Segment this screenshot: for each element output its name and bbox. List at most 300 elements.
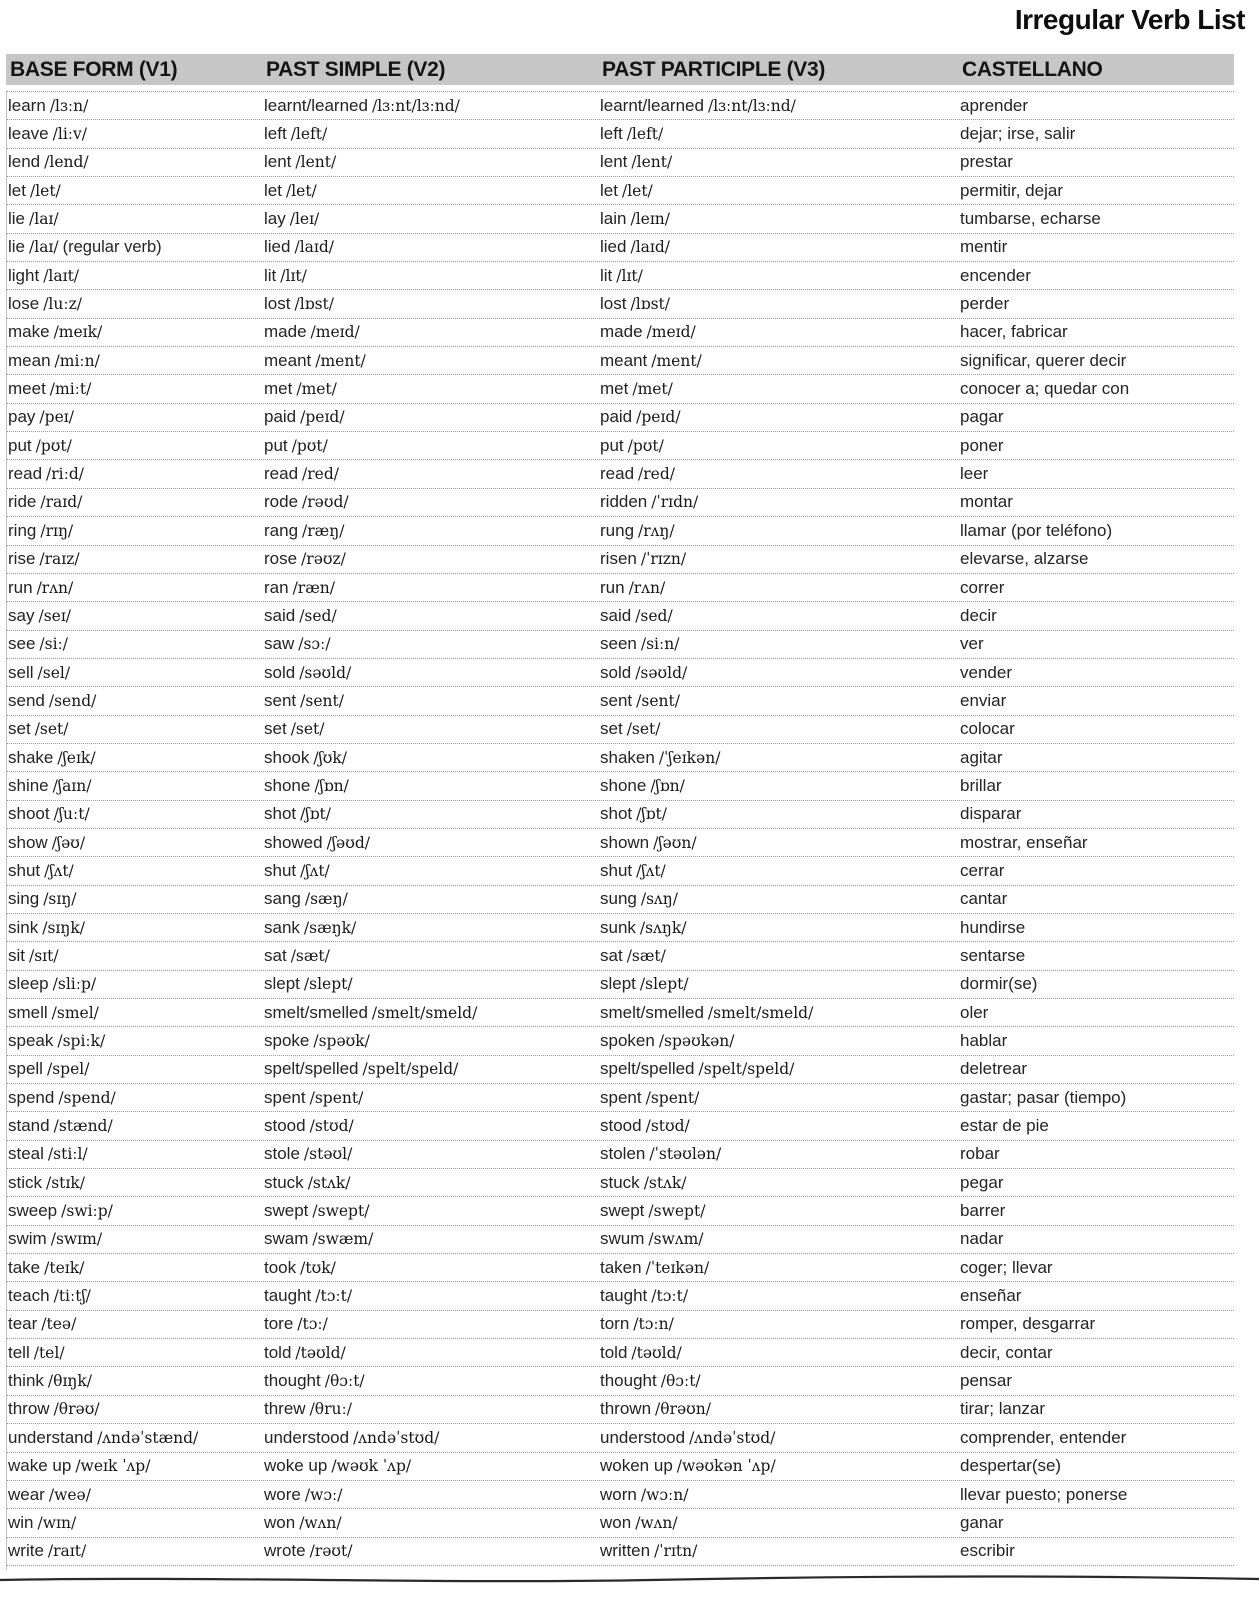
table-row bbox=[6, 1453, 1234, 1481]
cell-v3 bbox=[600, 1003, 960, 1023]
verb-ipa: /miːt/ bbox=[49, 380, 92, 399]
cell-castellano bbox=[960, 1286, 1234, 1306]
translation-text: gastar; pasar (tiempo) bbox=[960, 1087, 1127, 1107]
verb-ipa: /ʃəʊd/ bbox=[326, 833, 370, 852]
verb-ipa: /wɔːn/ bbox=[640, 1485, 689, 1504]
cell-castellano bbox=[960, 351, 1234, 371]
table-row bbox=[6, 375, 1234, 403]
verb-word: threw bbox=[264, 1399, 306, 1419]
verb-ipa: /tɔːt/ bbox=[651, 1287, 689, 1306]
verb-ipa: /wəʊkən ˈʌp/ bbox=[676, 1457, 776, 1476]
cell-v2 bbox=[264, 776, 600, 796]
verb-ipa: /spəʊkən/ bbox=[658, 1032, 735, 1051]
verb-word: smell bbox=[8, 1002, 48, 1022]
verb-word: understood bbox=[264, 1427, 350, 1447]
verb-word: take bbox=[8, 1257, 41, 1277]
table-row bbox=[6, 347, 1234, 375]
cell-castellano bbox=[960, 1031, 1234, 1051]
cell-v2 bbox=[264, 1485, 600, 1505]
verb-ipa: /send/ bbox=[48, 691, 97, 710]
translation-text: barrer bbox=[960, 1201, 1006, 1221]
translation-text: dejar; irse, salir bbox=[960, 124, 1076, 144]
cell-castellano bbox=[960, 719, 1234, 739]
verb-word: mean bbox=[8, 350, 51, 370]
verb-ipa: /θɪŋk/ bbox=[47, 1372, 93, 1391]
verb-ipa: /smelt/smeld/ bbox=[371, 1003, 478, 1022]
cell-v2 bbox=[264, 1513, 600, 1533]
table-row bbox=[6, 1197, 1234, 1225]
verb-ipa: /rʌn/ bbox=[36, 578, 74, 597]
verb-word: set bbox=[8, 719, 31, 739]
verb-ipa: /ʌndəˈstænd/ bbox=[97, 1428, 199, 1447]
cell-v1 bbox=[8, 1314, 264, 1334]
verb-ipa: /spel/ bbox=[46, 1060, 90, 1079]
verb-ipa: /swept/ bbox=[648, 1202, 706, 1221]
verb-word: rise bbox=[8, 549, 36, 569]
translation-text: poner bbox=[960, 435, 1004, 455]
cell-v3 bbox=[600, 152, 960, 172]
verb-word: wrote bbox=[264, 1541, 306, 1561]
verb-word: won bbox=[600, 1512, 632, 1532]
cell-v1 bbox=[8, 1258, 264, 1278]
translation-text: pagar bbox=[960, 407, 1004, 427]
cell-v3 bbox=[600, 549, 960, 569]
verb-word: put bbox=[8, 435, 32, 455]
cell-castellano bbox=[960, 1003, 1234, 1023]
cell-v2 bbox=[264, 209, 600, 229]
verb-word: show bbox=[8, 832, 48, 852]
translation-text: dormir(se) bbox=[960, 974, 1038, 994]
verb-word: seen bbox=[600, 634, 637, 654]
verb-word: lie bbox=[8, 237, 26, 257]
translation-text: disparar bbox=[960, 804, 1022, 824]
cell-castellano bbox=[960, 804, 1234, 824]
table-row bbox=[6, 602, 1234, 630]
cell-castellano bbox=[960, 1513, 1234, 1533]
verb-ipa: /sʌŋ/ bbox=[640, 890, 679, 909]
cell-v3 bbox=[600, 1314, 960, 1334]
verb-word: sung bbox=[600, 889, 637, 909]
translation-text: conocer a; quedar con bbox=[960, 379, 1130, 399]
verb-ipa: /səʊld/ bbox=[299, 663, 352, 682]
translation-text: oler bbox=[960, 1002, 989, 1022]
cell-v1 bbox=[8, 1456, 264, 1476]
verb-word: leave bbox=[8, 124, 49, 144]
verb-word: shone bbox=[264, 775, 311, 795]
page-bottom-scan-line bbox=[0, 1574, 1259, 1586]
table-row bbox=[6, 319, 1234, 347]
cell-castellano bbox=[960, 918, 1234, 938]
verb-ipa: /rɪŋ/ bbox=[40, 521, 74, 540]
verb-ipa: /raɪz/ bbox=[39, 550, 80, 569]
table-row bbox=[6, 404, 1234, 432]
verb-ipa: /pʊt/ bbox=[35, 436, 72, 455]
cell-v1 bbox=[8, 691, 264, 711]
column-header-past-participle: PAST PARTICIPLE (V3) bbox=[602, 57, 826, 81]
cell-v3 bbox=[600, 833, 960, 853]
verb-word: shoot bbox=[8, 804, 50, 824]
verb-word: ride bbox=[8, 492, 37, 512]
verb-ipa: /sʌŋk/ bbox=[639, 918, 687, 937]
verb-word: set bbox=[600, 719, 623, 739]
translation-text: vender bbox=[960, 662, 1012, 682]
cell-v1 bbox=[8, 606, 264, 626]
verb-word: sat bbox=[264, 945, 287, 965]
verb-ipa: /spent/ bbox=[645, 1088, 700, 1107]
cell-v1 bbox=[8, 209, 264, 229]
cell-v2 bbox=[264, 96, 600, 116]
cell-v1 bbox=[8, 889, 264, 909]
cell-v2 bbox=[264, 1343, 600, 1363]
verb-ipa: /ˈrɪtn/ bbox=[654, 1542, 698, 1561]
verb-ipa: /stʌk/ bbox=[307, 1173, 351, 1192]
cell-v3 bbox=[600, 974, 960, 994]
cell-v2 bbox=[264, 436, 600, 456]
verb-ipa: /ˈstəʊlən/ bbox=[649, 1145, 722, 1164]
verb-word: torn bbox=[600, 1314, 630, 1334]
verb-word: swept bbox=[264, 1201, 309, 1221]
verb-word: sat bbox=[600, 945, 623, 965]
cell-castellano bbox=[960, 209, 1234, 229]
verb-ipa: /ʌndəˈstʊd/ bbox=[353, 1428, 440, 1447]
verb-word: tore bbox=[264, 1314, 294, 1334]
translation-text: hablar bbox=[960, 1031, 1008, 1051]
cell-v3 bbox=[600, 1286, 960, 1306]
cell-v1 bbox=[8, 1059, 264, 1079]
table-row bbox=[6, 1509, 1234, 1537]
cell-v2 bbox=[264, 1456, 600, 1476]
verb-word: teach bbox=[8, 1286, 50, 1306]
cell-v1 bbox=[8, 181, 264, 201]
verb-ipa: /sɪt/ bbox=[29, 946, 59, 965]
verb-ipa: /ʌndəˈstʊd/ bbox=[689, 1428, 776, 1447]
verb-word: rode bbox=[264, 492, 299, 512]
translation-text: romper, desgarrar bbox=[960, 1314, 1096, 1334]
verb-ipa: /ræŋ/ bbox=[302, 521, 345, 540]
translation-text: robar bbox=[960, 1144, 1000, 1164]
table-row bbox=[6, 1226, 1234, 1254]
verb-word: told bbox=[600, 1342, 628, 1362]
translation-text: cantar bbox=[960, 889, 1008, 909]
verb-ipa: /tɔːt/ bbox=[315, 1287, 353, 1306]
cell-v2 bbox=[264, 1371, 600, 1391]
verb-ipa: /ment/ bbox=[651, 351, 702, 370]
table-row bbox=[6, 1367, 1234, 1395]
verb-ipa: /peɪ/ bbox=[39, 408, 74, 427]
cell-v1 bbox=[8, 322, 264, 342]
verb-ipa: /ʃeɪk/ bbox=[57, 748, 96, 767]
cell-v3 bbox=[600, 96, 960, 116]
verb-word: stick bbox=[8, 1172, 42, 1192]
translation-text: ver bbox=[960, 634, 984, 654]
verb-word: say bbox=[8, 605, 35, 625]
cell-v3 bbox=[600, 379, 960, 399]
cell-v1 bbox=[8, 776, 264, 796]
cell-v2 bbox=[264, 663, 600, 683]
table-row bbox=[6, 716, 1234, 744]
cell-castellano bbox=[960, 1428, 1234, 1448]
cell-v1 bbox=[8, 1201, 264, 1221]
verb-word: stuck bbox=[600, 1172, 640, 1192]
cell-v3 bbox=[600, 1343, 960, 1363]
verb-ipa: /θɔːt/ bbox=[660, 1372, 701, 1391]
verb-ipa: /ˈrɪzn/ bbox=[640, 550, 687, 569]
verb-word: lied bbox=[264, 237, 291, 257]
cell-v1 bbox=[8, 833, 264, 853]
verb-word: understood bbox=[600, 1427, 686, 1447]
verb-word: run bbox=[600, 577, 625, 597]
verb-word: made bbox=[264, 322, 307, 342]
table-row bbox=[6, 659, 1234, 687]
verb-word: tear bbox=[8, 1314, 38, 1334]
translation-text: prestar bbox=[960, 152, 1013, 172]
cell-v2 bbox=[264, 322, 600, 342]
verb-ipa: /sɪŋk/ bbox=[42, 918, 85, 937]
translation-text: correr bbox=[960, 577, 1005, 597]
verb-word: sleep bbox=[8, 974, 49, 994]
translation-text: decir bbox=[960, 605, 997, 625]
cell-castellano bbox=[960, 1258, 1234, 1278]
verb-ipa: /lɒst/ bbox=[294, 295, 334, 314]
verb-ipa: /laɪd/ bbox=[630, 238, 670, 257]
verb-ipa: /stʌk/ bbox=[643, 1173, 687, 1192]
cell-castellano bbox=[960, 748, 1234, 768]
cell-v3 bbox=[600, 776, 960, 796]
verb-ipa: /ˈʃeɪkən/ bbox=[658, 748, 721, 767]
translation-text: ganar bbox=[960, 1512, 1004, 1532]
cell-v3 bbox=[600, 1456, 960, 1476]
verb-word: shake bbox=[8, 747, 54, 767]
table-row bbox=[6, 1027, 1234, 1055]
verb-ipa: /sel/ bbox=[37, 663, 71, 682]
cell-v1 bbox=[8, 1513, 264, 1533]
verb-ipa: /red/ bbox=[638, 465, 675, 484]
verb-word: shut bbox=[8, 860, 41, 880]
verb-word: read bbox=[8, 464, 43, 484]
verb-ipa: /ʃuːt/ bbox=[53, 805, 90, 824]
table-row bbox=[6, 772, 1234, 800]
verb-word: showed bbox=[264, 832, 323, 852]
verb-word: light bbox=[8, 265, 40, 285]
cell-v3 bbox=[600, 237, 960, 257]
verb-ipa: /ʃaɪn/ bbox=[52, 776, 92, 795]
cell-castellano bbox=[960, 946, 1234, 966]
verb-word: learnt/learned bbox=[264, 95, 368, 115]
verb-ipa: /let/ bbox=[29, 181, 61, 200]
translation-text: perder bbox=[960, 294, 1010, 314]
table-row bbox=[6, 942, 1234, 970]
cell-v1 bbox=[8, 124, 264, 144]
verb-word: put bbox=[600, 435, 624, 455]
cell-v3 bbox=[600, 606, 960, 626]
cell-v2 bbox=[264, 804, 600, 824]
translation-text: agitar bbox=[960, 747, 1003, 767]
verb-word: sent bbox=[600, 690, 633, 710]
verb-ipa: /wɔː/ bbox=[304, 1485, 343, 1504]
cell-castellano bbox=[960, 152, 1234, 172]
translation-text: cerrar bbox=[960, 860, 1005, 880]
verb-word: shook bbox=[264, 747, 310, 767]
verb-word: left bbox=[600, 124, 623, 144]
verb-ipa: /sɔː/ bbox=[298, 635, 331, 654]
verb-word: shot bbox=[264, 804, 297, 824]
verb-word: worn bbox=[600, 1484, 637, 1504]
cell-v2 bbox=[264, 889, 600, 909]
verb-word: sink bbox=[8, 917, 39, 937]
verb-ipa: /ʃəʊn/ bbox=[653, 833, 697, 852]
verb-ipa: /left/ bbox=[626, 125, 664, 144]
verb-ipa: /tiːtʃ/ bbox=[53, 1287, 91, 1306]
cell-castellano bbox=[960, 1371, 1234, 1391]
verb-ipa: /peɪd/ bbox=[300, 408, 345, 427]
verb-ipa: /set/ bbox=[34, 720, 69, 739]
table-row bbox=[6, 1424, 1234, 1452]
table-row bbox=[6, 1254, 1234, 1282]
verb-word: lain bbox=[600, 209, 627, 229]
verb-ipa: /meɪk/ bbox=[53, 323, 103, 342]
cell-v2 bbox=[264, 719, 600, 739]
cell-v3 bbox=[600, 124, 960, 144]
cell-castellano bbox=[960, 294, 1234, 314]
verb-word: lit bbox=[600, 265, 613, 285]
cell-v2 bbox=[264, 1116, 600, 1136]
cell-v3 bbox=[600, 1428, 960, 1448]
verb-word: told bbox=[264, 1342, 292, 1362]
verb-ipa: /spəʊk/ bbox=[313, 1032, 370, 1051]
cell-castellano bbox=[960, 181, 1234, 201]
verb-ipa: /met/ bbox=[632, 380, 673, 399]
verb-word: wore bbox=[264, 1484, 301, 1504]
verb-word: risen bbox=[600, 549, 637, 569]
cell-v2 bbox=[264, 521, 600, 541]
translation-text: deletrear bbox=[960, 1059, 1028, 1079]
cell-v2 bbox=[264, 1059, 600, 1079]
cell-castellano bbox=[960, 861, 1234, 881]
verb-word: paid bbox=[264, 407, 297, 427]
verb-table bbox=[6, 54, 1234, 1566]
column-header-base-form: BASE FORM (V1) bbox=[10, 57, 178, 81]
verb-word: shot bbox=[600, 804, 633, 824]
cell-v1 bbox=[8, 1173, 264, 1193]
cell-v3 bbox=[600, 464, 960, 484]
verb-ipa: /miːn/ bbox=[54, 351, 100, 370]
cell-castellano bbox=[960, 1485, 1234, 1505]
verb-ipa: /ʃʊk/ bbox=[313, 748, 348, 767]
cell-v1 bbox=[8, 379, 264, 399]
verb-word: throw bbox=[8, 1399, 50, 1419]
cell-castellano bbox=[960, 776, 1234, 796]
verb-word: lie bbox=[8, 209, 26, 229]
verb-ipa: /lɜːnt/lɜːnd/ bbox=[371, 96, 460, 115]
verb-word: run bbox=[8, 577, 33, 597]
verb-ipa: /let/ bbox=[621, 181, 653, 200]
cell-v2 bbox=[264, 634, 600, 654]
cell-v1 bbox=[8, 96, 264, 116]
translation-text: significar, querer decir bbox=[960, 350, 1127, 370]
translation-text: mentir bbox=[960, 237, 1008, 257]
verb-word: ridden bbox=[600, 492, 648, 512]
verb-word: spend bbox=[8, 1087, 55, 1107]
table-row bbox=[6, 1282, 1234, 1310]
scan-edge-clip bbox=[0, 92, 7, 1570]
cell-v1 bbox=[8, 1541, 264, 1561]
cell-v3 bbox=[600, 1541, 960, 1561]
verb-ipa: /sæt/ bbox=[626, 946, 666, 965]
cell-v1 bbox=[8, 521, 264, 541]
verb-ipa: /lɜːnt/lɜːnd/ bbox=[707, 96, 796, 115]
cell-v3 bbox=[600, 1485, 960, 1505]
table-row bbox=[6, 744, 1234, 772]
verb-ipa: /left/ bbox=[290, 125, 328, 144]
cell-v1 bbox=[8, 407, 264, 427]
verb-ipa: /tɔː/ bbox=[297, 1315, 328, 1334]
translation-text: colocar bbox=[960, 719, 1015, 739]
verb-word: met bbox=[600, 379, 629, 399]
verb-word: smelt/smelled bbox=[264, 1002, 368, 1022]
cell-v2 bbox=[264, 152, 600, 172]
cell-v3 bbox=[600, 1513, 960, 1533]
verb-word: sang bbox=[264, 889, 301, 909]
cell-v1 bbox=[8, 464, 264, 484]
verb-word: taught bbox=[600, 1286, 648, 1306]
cell-v2 bbox=[264, 294, 600, 314]
verb-table-body bbox=[6, 91, 1234, 1566]
verb-word: lied bbox=[600, 237, 627, 257]
cell-v2 bbox=[264, 1088, 600, 1108]
table-row bbox=[6, 92, 1234, 120]
cell-v2 bbox=[264, 691, 600, 711]
table-row bbox=[6, 1112, 1234, 1140]
cell-v2 bbox=[264, 1173, 600, 1193]
verb-word: wake up bbox=[8, 1456, 72, 1476]
translation-text: tumbarse, echarse bbox=[960, 209, 1101, 229]
table-row bbox=[6, 234, 1234, 262]
cell-v1 bbox=[8, 436, 264, 456]
verb-ipa: /sæŋk/ bbox=[303, 918, 357, 937]
cell-v3 bbox=[600, 719, 960, 739]
verb-ipa: /laɪt/ bbox=[43, 266, 80, 285]
verb-word: swept bbox=[600, 1201, 645, 1221]
verb-ipa: /smelt/smeld/ bbox=[707, 1003, 814, 1022]
verb-ipa: /teɪk/ bbox=[44, 1258, 85, 1277]
cell-v2 bbox=[264, 1031, 600, 1051]
verb-word: learn bbox=[8, 95, 46, 115]
cell-v3 bbox=[600, 351, 960, 371]
verb-ipa: /lɒst/ bbox=[630, 295, 670, 314]
verb-ipa: /siː/ bbox=[39, 635, 68, 654]
cell-v3 bbox=[600, 946, 960, 966]
verb-ipa: /met/ bbox=[296, 380, 337, 399]
translation-text: despertar(se) bbox=[960, 1456, 1062, 1476]
translation-text: sentarse bbox=[960, 945, 1026, 965]
verb-word: wear bbox=[8, 1484, 45, 1504]
verb-word: speak bbox=[8, 1031, 54, 1051]
cell-v1 bbox=[8, 918, 264, 938]
verb-word: put bbox=[264, 435, 288, 455]
table-row bbox=[6, 574, 1234, 602]
cell-v2 bbox=[264, 861, 600, 881]
verb-ipa: /weə/ bbox=[48, 1485, 91, 1504]
cell-v1 bbox=[8, 1343, 264, 1363]
verb-ipa: /rʌn/ bbox=[628, 578, 666, 597]
verb-word: spell bbox=[8, 1059, 43, 1079]
cell-v3 bbox=[600, 1144, 960, 1164]
cell-castellano bbox=[960, 1343, 1234, 1363]
verb-ipa: /spend/ bbox=[58, 1088, 116, 1107]
verb-ipa: /slept/ bbox=[303, 975, 353, 994]
verb-word: smelt/smelled bbox=[600, 1002, 704, 1022]
cell-v2 bbox=[264, 1144, 600, 1164]
